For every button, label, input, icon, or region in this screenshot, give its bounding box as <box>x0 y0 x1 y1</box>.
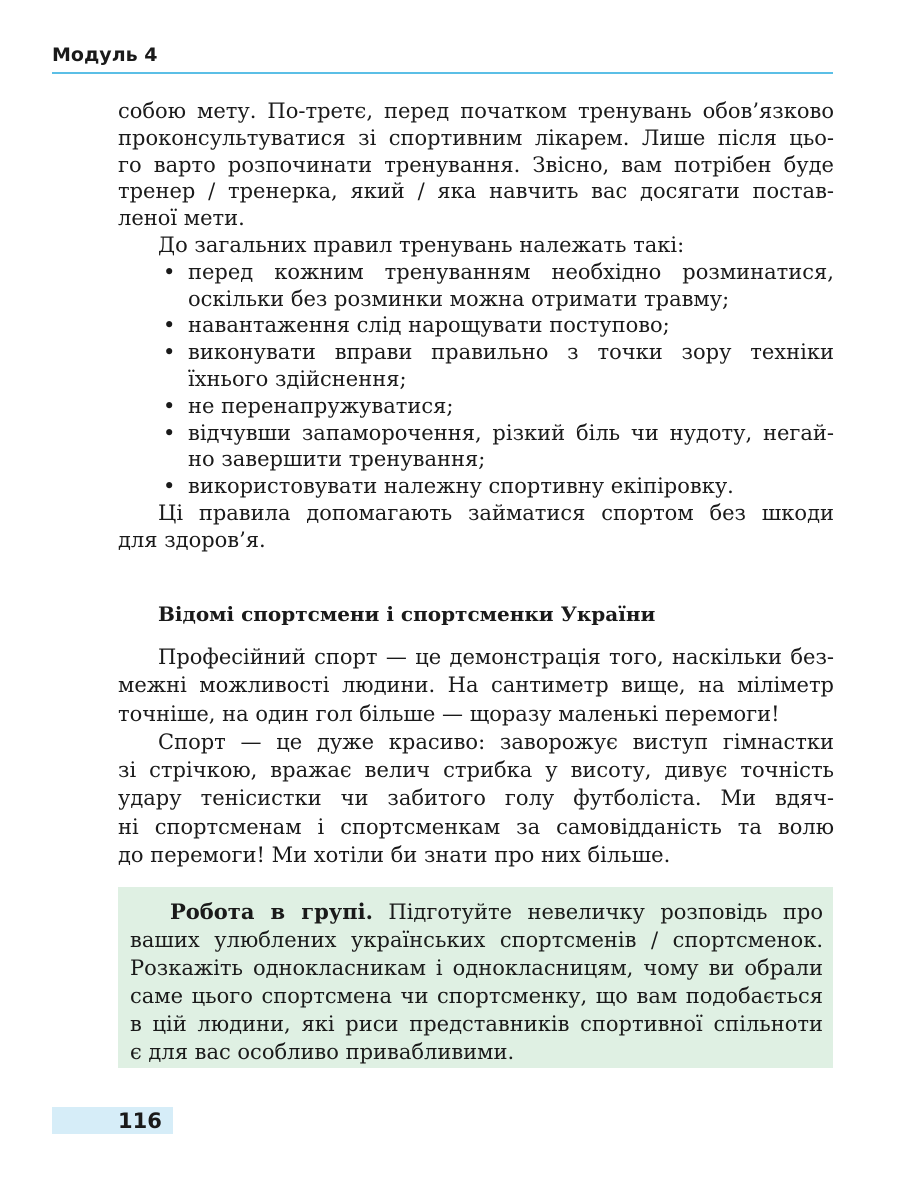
group-task-line: Розкажіть однокласникам і однокласницям, чому ви обрали <box>130 956 823 981</box>
bullet-dot: • <box>163 420 176 445</box>
paragraph-line: проконсультуватися зі спортивним лікарем. Лише після цьо- <box>118 125 834 150</box>
paragraph-line: го варто розпочинати тренування. Звісно, вам потрібен буде <box>118 152 834 177</box>
bullet-line: • не перенапружуватися; <box>163 393 454 418</box>
section-heading: Відомі спортсмени і спортсменки України <box>158 602 656 626</box>
paragraph-line: Професійний спорт — це демонстрація того, наскільки без- <box>158 645 834 669</box>
paragraph-line: ні спортсменам і спортсменкам за самовідданість та волю <box>118 814 834 839</box>
bullet-item-4 <box>118 393 834 420</box>
bullet-dot: • <box>163 393 176 418</box>
group-task-line: саме цього спортсмена чи спортсменку, що вам подобається <box>130 984 823 1009</box>
group-task-line: ваших улюблених українських спортсменів / спортсменок. <box>130 928 823 953</box>
bullet-line: • перед кожним тренуванням необхідно розминатися, <box>163 259 834 284</box>
group-task-box <box>118 887 833 1068</box>
paragraph-line: тренер / тренерка, який / яка навчить вас досягати постав- <box>118 179 834 204</box>
rules-intro: До загальних правил тренувань належать такі: <box>158 232 685 257</box>
bullet-line: оскільки без розминки можна отримати травму; <box>188 286 730 311</box>
bullet-item-5 <box>118 420 834 474</box>
bullet-line: • відчувши запаморочення, різкий біль чи нудоту, негай- <box>163 420 834 445</box>
group-task-lead: Робота в групі. <box>170 899 373 924</box>
main-text <box>118 98 834 554</box>
paragraph-line: леної мети. <box>118 206 245 231</box>
bullet-line: • навантаження слід нарощувати поступово; <box>163 313 670 338</box>
paragraph-line: до перемоги! Ми хотіли би знати про них більше. <box>118 843 671 868</box>
module-label: Модуль 4 <box>52 44 158 66</box>
bullet-line: но завершити тренування; <box>188 447 486 472</box>
paragraph-line: для здоров’я. <box>118 527 266 552</box>
paragraph-line: межні можливості людини. На сантиметр вище, на міліметр <box>118 673 834 698</box>
bullet-line: • використовувати належну спортивну екіпіровку. <box>163 474 734 499</box>
paragraph-line: удару тенісистки чи забитого голу футболіста. Ми вдяч- <box>118 786 834 811</box>
group-task-line: є для вас особливо привабливими. <box>130 1040 515 1065</box>
bullet-dot: • <box>163 340 176 365</box>
bullet-item-3 <box>118 339 834 393</box>
group-task-first-line: Підготуйте невеличку розповідь про <box>372 900 823 924</box>
paragraph-line: собою мету. По-третє, перед початком тренувань обов’язково <box>118 99 834 123</box>
header-rule <box>52 72 833 74</box>
bullet-item-2 <box>118 312 834 339</box>
paragraph-line: Спорт — це дуже красиво: заворожує виступ гімнастки <box>158 729 834 754</box>
bullet-dot: • <box>163 474 176 499</box>
bullet-line: • виконувати вправи правильно з точки зору техніки <box>163 340 834 365</box>
bullet-dot: • <box>163 313 176 338</box>
bullet-item-1 <box>118 259 834 313</box>
paragraph-line: зі стрічкою, вражає велич стрибка у висоту, дивує точність <box>118 758 834 783</box>
group-task-text <box>130 898 823 1067</box>
paragraph-line: Ці правила допомагають займатися спортом без шкоди <box>158 500 834 525</box>
bullet-line: їхнього здійснення; <box>188 366 407 391</box>
group-task-line <box>130 898 823 926</box>
page-number: 116 <box>118 1109 162 1133</box>
bullet-dot: • <box>163 259 176 284</box>
group-task-line: в цій людини, які риси представників спортивної спільноти <box>130 1012 823 1037</box>
section-text <box>118 643 834 869</box>
paragraph-line: точніше, на один гол більше — щоразу маленькі перемоги! <box>118 701 780 726</box>
bullet-item-6 <box>118 473 834 500</box>
